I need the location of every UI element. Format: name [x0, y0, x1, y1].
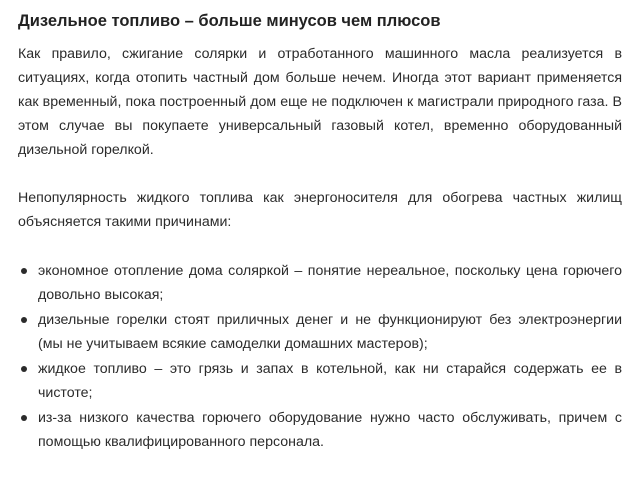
list-item — [18, 406, 622, 454]
list-item-text: экономное отопление дома соляркой – понятие нереальное, поскольку цена горючего довольно высокая; — [38, 263, 622, 303]
list-item-text: дизельные горелки стоят приличных денег и не функционируют без электроэнергии (мы не учитываем всякие самоделки домашних мастеров); — [38, 312, 622, 352]
reasons-list — [18, 259, 622, 454]
list-item — [18, 357, 622, 405]
list-item-text: из-за низкого качества горючего оборудование нужно часто обслуживать, причем с помощью квалифицированного персонала. — [38, 410, 622, 450]
bullet-icon — [21, 268, 27, 274]
article-heading: Дизельное топливо – больше минусов чем плюсов — [18, 12, 441, 30]
intro-paragraph: Как правило, сжигание солярки и отработанного машинного масла реализуется в ситуациях, когда отопить частный дом больше нечем. Иногда этот вариант применяется как временный, пока построенный дом еще не подключен к магистрали природного газа. В этом случае вы покупаете универсальный газовый котел, временно оборудованный дизельной горелкой. — [18, 46, 622, 158]
bullet-icon — [21, 415, 27, 421]
reasons-intro-paragraph: Непопулярность жидкого топлива как энергоносителя для обогрева частных жилищ объясняется такими причинами: — [18, 190, 622, 230]
bullet-icon — [21, 317, 27, 323]
list-item-text: жидкое топливо – это грязь и запах в котельной, как ни старайся содержать ее в чистоте; — [38, 361, 622, 401]
list-item — [18, 259, 622, 307]
list-item — [18, 308, 622, 356]
bullet-icon — [21, 366, 27, 372]
